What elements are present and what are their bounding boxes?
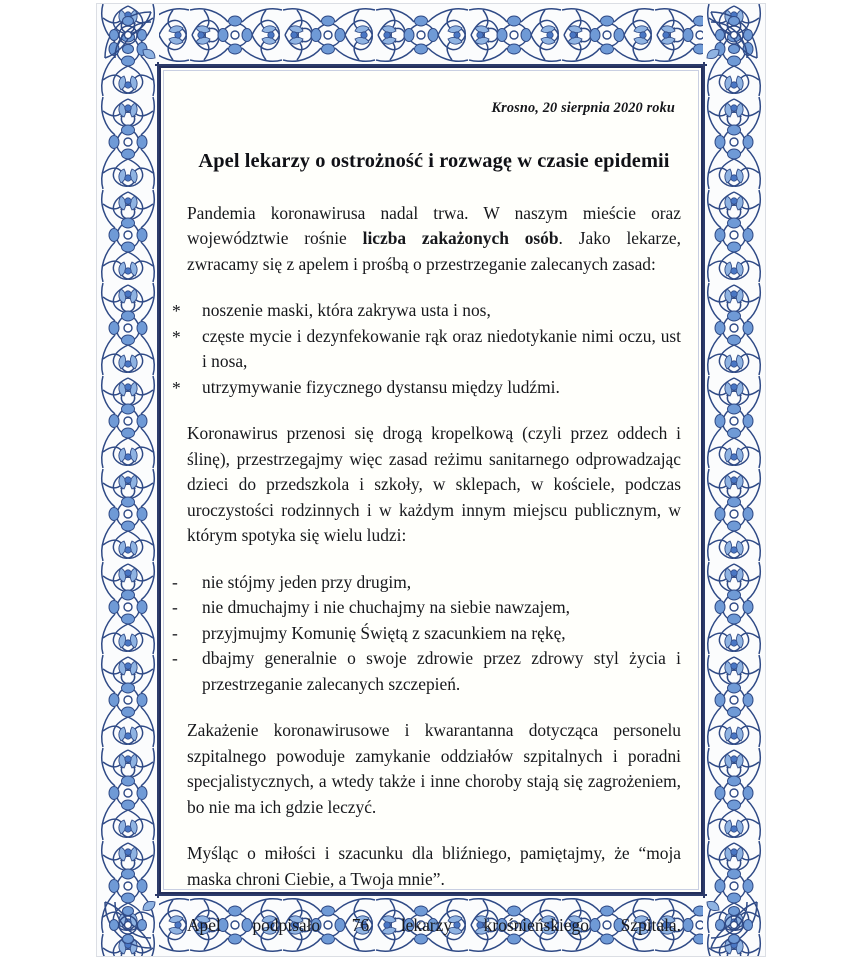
list-item	[172, 570, 681, 596]
list-item	[172, 324, 681, 375]
closing-paragraph: Myśląc o miłości i szacunku dla bliźniego, pamiętajmy, że “moja maska chroni Ciebie, a Twoja mnie”.	[187, 843, 681, 889]
hospital-paragraph: Zakażenie koronawirusowe i kwarantanna dotycząca personelu szpitalnego powoduje zamykanie oddziałów szpitalnych i poradni specjalistycznych, a wtedy także i inne choroby stają się zagrożeniem, bo nie ma ich gdzie leczyć.	[187, 720, 681, 817]
letter-body	[172, 96, 681, 964]
intro-text-after: . Jako lekarze, zwracamy się z apelem i prośbą o przestrzeganie zalecanych zasad:	[187, 228, 681, 274]
list-item	[172, 298, 681, 324]
dash-marker: -	[172, 597, 178, 617]
intro-text-before: Pandemia koronawirusa nadal trwa. W naszym mieście oraz województwie rośnie	[187, 202, 681, 248]
inner-frame	[159, 66, 703, 935]
signature-line: Apel podpisało 76 lekarzy krośnieńskiego Szpitala.	[187, 915, 681, 935]
bullet-marker: *	[172, 377, 181, 398]
page-title: Apel lekarzy o ostrożność i rozwagę w czasie epidemii	[198, 149, 670, 172]
intro-emphasis: liczba zakażonych osób	[362, 228, 559, 248]
datestamp: Krosno, 20 sierpnia 2020 roku	[491, 100, 675, 116]
bullet-marker: *	[172, 326, 181, 347]
list-item-text: dbajmy generalnie o swoje zdrowie przez zdrowy styl życia i przestrzeganie zalecanych szczepień.	[202, 648, 681, 694]
transmission-paragraph: Koronawirus przenosi się drogą kropelkową (czyli przez oddech i ślinę), przestrzegajmy więc zasad reżimu sanitarnego odprowadzając dzieci do przedszkola i szkoły, w sklepach, w kościele, podczas uroczystości rodzinnych i w każdym innym miejscu publicznym, w którym spotyka się wielu ludzi:	[187, 423, 681, 545]
list-item	[172, 595, 681, 621]
border-rule-right	[703, 62, 705, 898]
list-item-text: utrzymywanie fizycznego dystansu między ludźmi.	[202, 376, 560, 397]
ornamental-border-right	[703, 4, 765, 956]
dash-marker: -	[172, 648, 178, 668]
rules-list	[172, 298, 681, 400]
list-item-text: nie dmuchajmy i nie chuchajmy na siebie nawzajem,	[202, 597, 570, 617]
list-item-text: nie stójmy jeden przy drugim,	[202, 571, 412, 592]
list-item	[172, 646, 681, 697]
behaviour-list	[172, 570, 681, 698]
list-item-text: noszenie maski, która zakrywa usta i nos,	[202, 300, 491, 320]
list-item-text: przyjmujmy Komunię Świętą z szacunkiem na rękę,	[202, 622, 566, 643]
list-item	[172, 375, 681, 401]
scanned-page	[97, 4, 765, 956]
ornamental-border-left	[97, 4, 159, 956]
dash-marker: -	[172, 571, 178, 592]
list-item-text: częste mycie i dezynfekowanie rąk oraz niedotykanie nimi oczu, ust i nosa,	[202, 325, 681, 371]
dash-marker: -	[172, 622, 178, 643]
list-item	[172, 621, 681, 647]
intro-paragraph	[187, 201, 681, 278]
bullet-marker: *	[172, 301, 181, 321]
ornamental-border-top	[97, 4, 765, 66]
